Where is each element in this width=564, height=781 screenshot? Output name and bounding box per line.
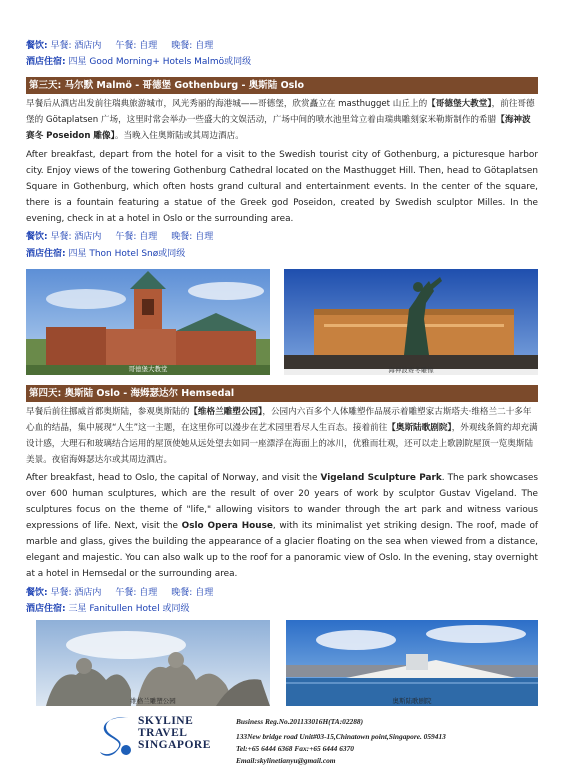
company-logo-icon	[96, 712, 136, 762]
day4-meals: 餐饮: 早餐: 酒店内 午餐: 自理 晚餐: 自理	[26, 588, 214, 598]
cathedral-image	[26, 269, 270, 375]
day3-description-en: After breakfast, depart from the hotel for a visit to the Swedish tourist city of Gothenburg, a picturesque harbor city. Enjoy views of the towering Gothenburg Cathedral located on the Masthugget Hill. Then, head to Götaplatsen Square in Gothenburg, which often hosts grand cultural and entertainment events. In the center of the square, there is a fountain featuring a statue of the Greek god Poseidon, created by Swedish sculptor Milles. In the evening, check in at a hotel in Oslo or the surrounding area.	[26, 150, 538, 224]
vigeland-image	[36, 620, 270, 706]
poseidon-image	[284, 269, 538, 375]
day2-breakfast: 早餐: 酒店内	[50, 41, 102, 51]
business-reg: Business Reg.No.201133016H(TA:02288)	[236, 717, 364, 726]
day4-description-en: After breakfast, head to Oslo, the capital of Norway, and visit the Vigeland Sculpture Park. The park showcases over 600 human sculptures, which are the result of over 20 years of work by sculptor Gustav Vigeland. The sculptures focus on the theme of "life," allowing visitors to wander through the art park and witness various expressions of life. Next, visit the Oslo Opera House, with its minimalist yet striking design. The roof, made of marble and glass, gives the building the appearance of a glacier floating on the sea when viewed from a distance, elegant and majestic. You can also walk up to the roof for a panoramic view of Oslo. In the evening, stay overnight at a hotel in Hemsedal or the surrounding area.	[26, 473, 538, 579]
vigeland-park-photo	[36, 620, 270, 706]
photo-caption: 哥德堡大教堂	[128, 365, 168, 373]
day4-description-cn: 早餐后前往挪威首都奥斯陆，参观奥斯陆的【维格兰雕塑公园】，公园内六百多个人体雕塑作品展示着雕塑家古斯塔夫·维格兰二十多年心血的结晶，集中展现“人生”这一主题，在这里你可以漫步在艺术园里看尽人生百态。接着前往【奥斯陆歌剧院】，外观线条简约却充满设计感，大理石和玻璃结合运用的屋顶使她从远处望去如同一座漂浮在海面上的冰川，优雅而壮观，还可以走上歌剧院屋顶一览奥斯陆美景。夜宿海姆瑟达尔或其周边酒店。	[26, 407, 538, 465]
photo-caption: 海神波赛冬雕像	[388, 366, 434, 374]
poseidon-statue-photo	[284, 269, 538, 375]
day3-header: 第三天: 马尔默 Malmö - 哥德堡 Gothenburg - 奥斯陆 Oslo	[26, 77, 538, 94]
company-email[interactable]: Email:skylinetianyu@gmail.com	[236, 756, 336, 765]
day3-description-cn: 早餐后从酒店出发前往瑞典旅游城市，风光秀丽的海港城——哥德堡，欣赏矗立在 masthugget 山丘上的【哥德堡大教堂】，前往哥德堡的 Götaplatsen 广场，这里时常会举办一些盛大的文娱活动，广场中间的喷水池里耸立着由瑞典雕刻家米勒斯制作的希腊【海神波赛冬 Poseidon 雕像】。当晚入住奥斯陆或其周边酒店。	[26, 99, 535, 141]
company-phone: Tel:+65 6444 6368 Fax:+65 6444 6370	[236, 744, 354, 753]
company-address: 133New bridge road Unit#03-15,Chinatown point,Singapore. 059413	[236, 732, 446, 741]
photo-caption: 维格兰雕塑公园	[130, 697, 176, 705]
day2-meals: 餐饮: 早餐: 酒店内 午餐: 自理 晚餐: 自理	[26, 41, 214, 51]
gothenburg-cathedral-photo	[26, 269, 270, 375]
day2-hotel-name: 四星 Good Morning+ Hotels Malmö或同级	[68, 57, 252, 67]
company-logo-text: SKYLINE TRAVEL SINGAPORE	[138, 715, 211, 751]
day4-header: 第四天: 奥斯陆 Oslo - 海姆瑟达尔 Hemsedal	[26, 385, 538, 402]
oslo-opera-house-photo	[286, 620, 538, 706]
photo-caption: 奥斯陆歌剧院	[392, 697, 432, 705]
day2-hotel: 酒店住宿: 四星 Good Morning+ Hotels Malmö或同级	[26, 57, 252, 67]
day2-lunch: 午餐: 自理	[115, 41, 158, 51]
day3-meals: 餐饮: 早餐: 酒店内 午餐: 自理 晚餐: 自理	[26, 232, 214, 242]
opera-house-image	[286, 620, 538, 706]
day3-hotel: 酒店住宿: 四星 Thon Hotel Snø或同级	[26, 249, 186, 259]
day2-dinner: 晚餐: 自理	[171, 41, 214, 51]
day4-hotel: 酒店住宿: 三星 Fanitullen Hotel 或同级	[26, 604, 190, 614]
